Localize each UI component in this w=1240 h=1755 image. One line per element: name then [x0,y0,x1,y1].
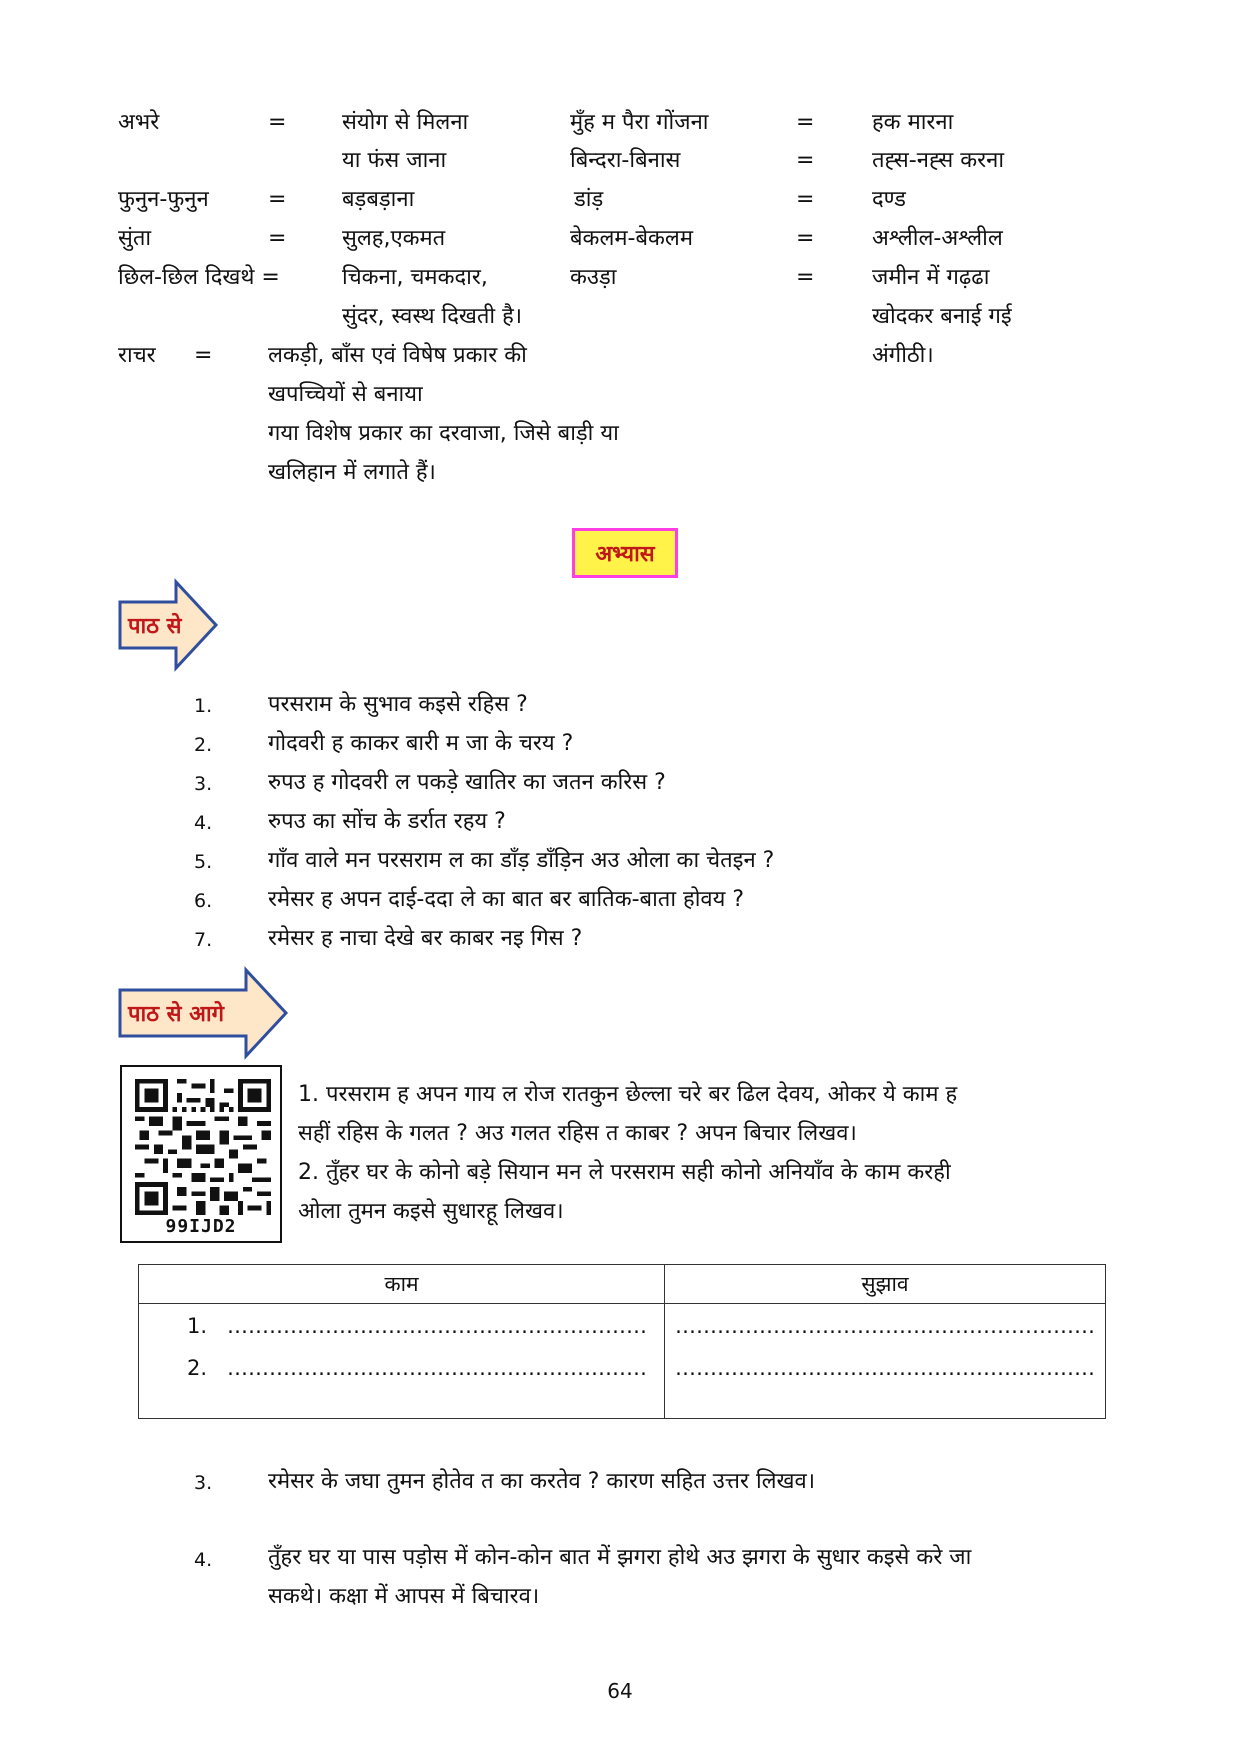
page-number: 64 [607,1679,633,1703]
question-number: 2. [194,734,213,756]
exercise-q2-line: ओला तुमन कइसे सुधारहू लिखव। [298,1199,564,1224]
glossary-meaning: संयोग से मिलना [342,110,469,135]
glossary-term: अभरे [118,110,160,135]
glossary-meaning: खोदकर बनाई गई [872,304,1012,329]
question-text: रमेसर ह नाचा देखे बर काबर नइ गिस ? [268,926,583,951]
table-cell-work[interactable] [139,1304,665,1419]
exercise-q1 [298,1075,957,1153]
exercise-heading-label: अभ्यास [595,542,655,567]
question-text-line: तुँहर घर या पास पड़ोस में कोन-कोन बात में झगरा होथे अउ झगरा के सुधार कइसे करे जा [268,1545,972,1570]
glossary-meaning: दण्ड [872,187,906,212]
glossary-meaning: सुलह,एकमत [342,226,446,251]
table-cell-suggestion[interactable] [665,1304,1106,1419]
glossary-term: छिल-छिल दिखथे = [118,265,280,290]
glossary-equals: = [268,226,287,251]
glossary-meaning: अश्लील-अश्लील [872,226,1003,251]
question-number: 3. [194,773,213,795]
section-title-path-se-aage: पाठ से आगे [128,1002,225,1027]
question-text: रमेसर ह अपन दाई-ददा ले का बात बर बातिक-बाता होवय ? [268,887,745,912]
glossary-term: सुंता [118,226,152,251]
glossary-term: बिन्दरा-बिनास [570,148,681,173]
glossary-meaning: लकड़ी, बाँस एवं विषेष प्रकार की [268,343,527,368]
question-number: 4. [194,812,213,834]
glossary-equals: = [796,148,815,173]
glossary-meaning: अंगीठी। [872,343,934,368]
exercise-heading [572,528,678,578]
exercise-q1-line: सहीं रहिस के गलत ? अउ गलत रहिस त काबर ? अपन बिचार लिखव। [298,1121,857,1146]
table-header-suggestion: सुझाव [665,1265,1106,1304]
glossary-term: मुँह म पैरा गोंजना [570,110,709,135]
glossary-meaning: सुंदर, स्वस्थ दिखती है। [342,304,523,329]
question-text: रुपउ ह गोदवरी ल पकड़े खातिर का जतन करिस ? [268,770,666,795]
qr-code[interactable] [120,1065,282,1243]
glossary-meaning: या फंस जाना [342,148,447,173]
question-text: रुपउ का सोंच के डर्रात रहय ? [268,809,506,834]
qr-code-label: 99IJD2 [165,1216,237,1237]
glossary-meaning: हक मारना [872,110,954,135]
table-blank-line[interactable]: …………………………………………………… [227,1356,647,1380]
table-row-number: 1. [187,1314,208,1338]
table-header-work: काम [139,1265,665,1304]
section-title-path-se: पाठ से [128,614,182,639]
glossary-meaning: खपच्चियों से बनाया [268,382,423,407]
table-row-number: 2. [187,1356,208,1380]
question-number: 4. [194,1549,213,1571]
exercise-q2 [298,1153,951,1231]
glossary-equals: = [194,343,213,368]
table-blank-line[interactable]: …………………………………………………… [675,1356,1095,1380]
glossary-meaning: जमीन में गढ़ढा [872,265,990,290]
question-number: 6. [194,890,213,912]
glossary-equals: = [796,187,815,212]
table-blank-line[interactable]: …………………………………………………… [675,1314,1095,1338]
glossary-meaning: तह्स-नह्स करना [872,148,1005,173]
glossary-meaning: खलिहान में लगाते हैं। [268,460,436,485]
glossary-term: कउड़ा [570,265,617,290]
question-text: परसराम के सुभाव कइसे रहिस ? [268,692,528,717]
glossary-meaning: चिकना, चमकदार, [342,265,488,290]
question-number: 1. [194,695,213,717]
table-blank-line[interactable]: …………………………………………………… [227,1314,647,1338]
glossary-meaning: बड़बड़ाना [342,187,415,212]
glossary-term: बेकलम-बेकलम [570,226,693,251]
glossary-term: डांड़ [574,187,604,212]
glossary-equals: = [796,226,815,251]
question-text: रमेसर के जघा तुमन होतेव त का करतेव ? कारण सहित उत्तर लिखव। [268,1469,816,1494]
glossary-equals: = [268,187,287,212]
question-text: गाँव वाले मन परसराम ल का डाँड़ डाँड़िन अउ ओला का चेतइन ? [268,848,775,873]
work-suggestion-table [138,1264,1106,1419]
question-text [268,1538,971,1616]
glossary-term: राचर [118,343,156,368]
question-number: 5. [194,851,213,873]
exercise-q2-line: 2. तुँहर घर के कोनो बड़े सियान मन ले परसराम सही कोनो अनियाँव के काम करही [298,1160,951,1185]
glossary-equals: = [796,265,815,290]
glossary-meaning: गया विशेष प्रकार का दरवाजा, जिसे बाड़ी या [268,421,619,446]
glossary-equals: = [268,110,287,135]
glossary-term: फुनुन-फुनुन [118,187,209,212]
qr-code-icon [134,1079,272,1215]
question-text: गोदवरी ह काकर बारी म जा के चरय ? [268,731,574,756]
question-number: 3. [194,1472,213,1494]
question-text-line: सकथे। कक्षा में आपस में बिचारव। [268,1584,540,1609]
exercise-q1-line: 1. परसराम ह अपन गाय ल रोज रातकुन छेल्ला चरे बर ढिल देवय, ओकर ये काम ह [298,1082,958,1107]
glossary-equals: = [796,110,815,135]
question-number: 7. [194,929,213,951]
